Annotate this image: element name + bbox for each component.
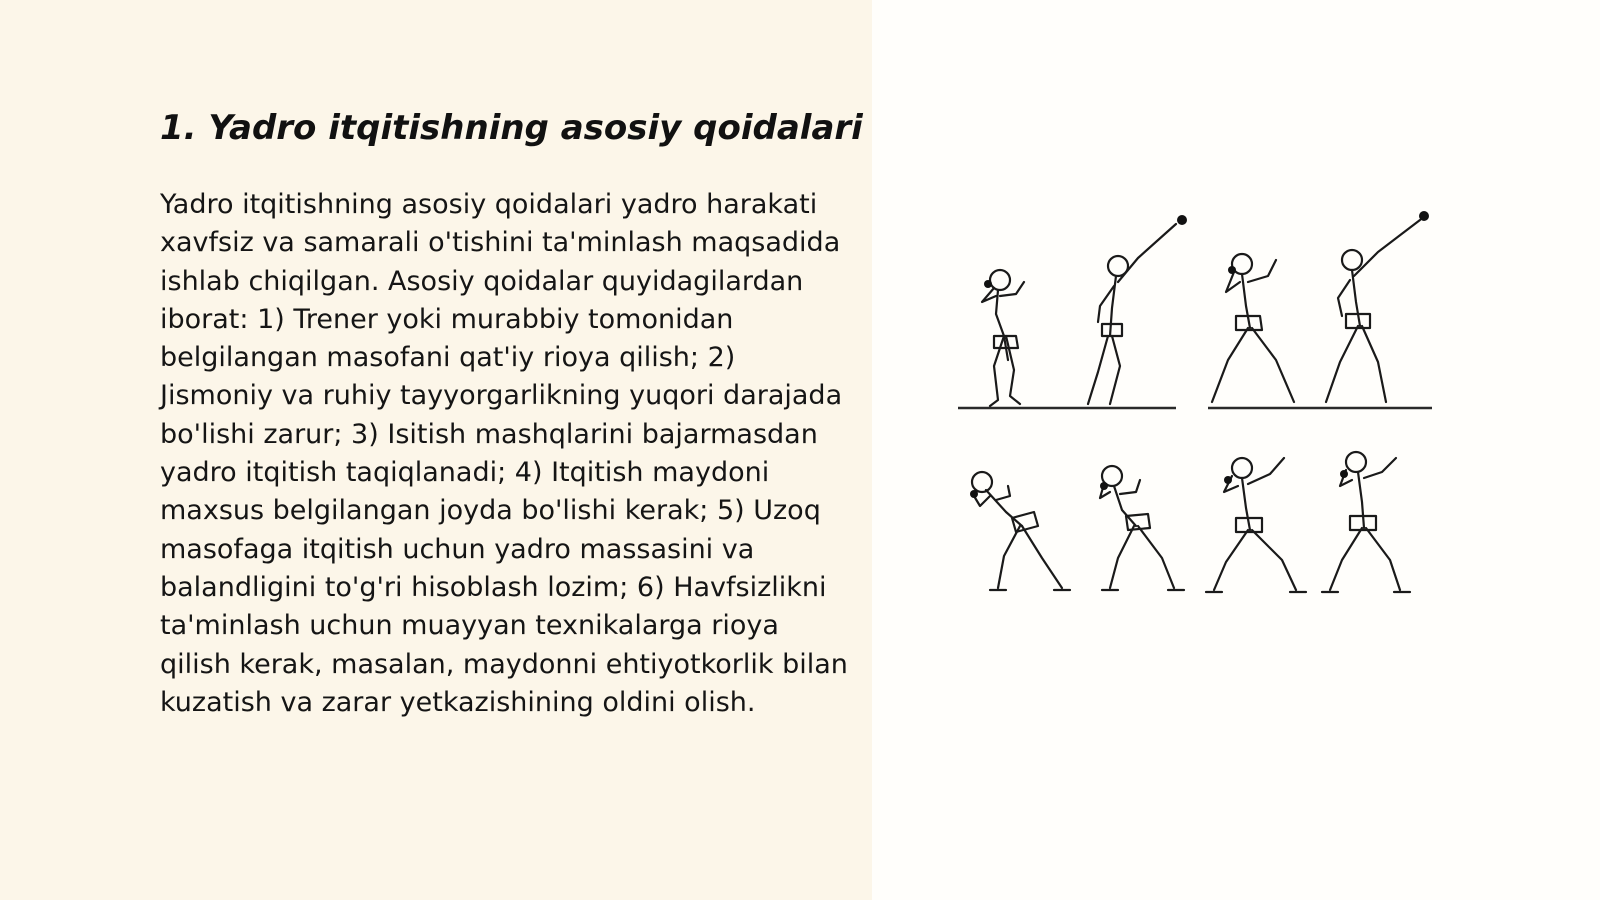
slide-body-text: Yadro itqitishning asosiy qoidalari yadro harakati xavfsiz va samarali o'tishini ta'minlash maqsadida ishlab chiqilgan. Asosiy qoidalar quyidagilardan iborat: 1) Trener yoki murabbiy tomonidan belgilangan masofani qat'iy rioya qilish; 2) Jismoniy va ruhiy tayyorgarlikning yuqori darajada bo'lishi zarur; 3) Isitish mashqlarini bajarmasdan yadro itqitish taqiqlanadi; 4) Itqitish maydoni maxsus belgilangan joyda bo'lishi kerak; 5) Uzoq masofaga itqitish uchun yadro massasini va balandligini to'g'ri hisoblash lozim; 6) Havfsizlikni ta'minlash uchun muayyan texnikalarga rioya qilish kerak, masalan, maydonni ehtiyotkorlik bilan kuzatish va zarar yetkazishining oldini olish. [160, 189, 848, 718]
athlete-figure-5 [972, 472, 1062, 588]
athlete-figure-4 [1326, 220, 1420, 402]
athlete-figure-6 [1100, 466, 1174, 588]
shot-put-sequence-illustration [950, 196, 1450, 606]
athlete-figure-3 [1212, 254, 1294, 402]
athlete-figure-2 [1088, 224, 1176, 404]
ground-marks [990, 590, 1410, 592]
athlete-figure-1 [982, 270, 1024, 406]
slide-title: 1. Yadro itqitishning asosiy qoidalari [160, 108, 863, 148]
